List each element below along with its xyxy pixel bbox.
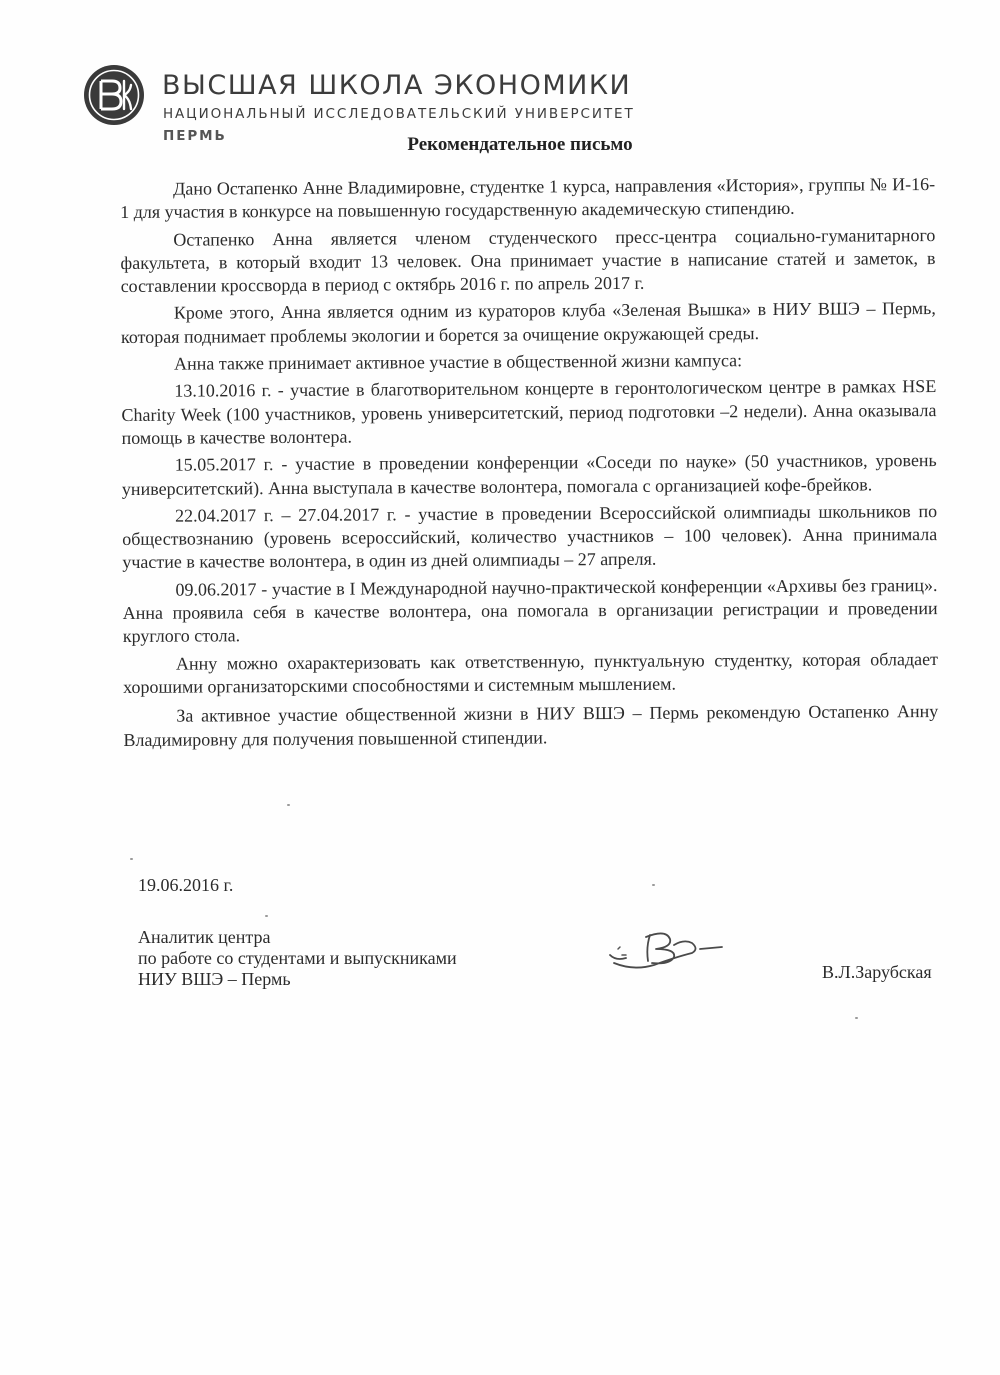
position-line: НИУ ВШЭ – Пермь [138, 969, 291, 989]
signer-name: В.Л.Зарубская [822, 962, 932, 982]
scan-speck [855, 1017, 858, 1019]
org-city: ПЕРМЬ [163, 128, 227, 144]
hse-logo-icon [83, 64, 145, 126]
scan-speck [130, 858, 133, 860]
letter-date: 19.06.2016 г. [138, 875, 234, 895]
paragraph: 15.05.2017 г. - участие в проведении конференции «Соседи по науке» (50 участников, уровень университетский). Анна выступала в качестве волонтера, помогала с организацией кофе-брейков. [121, 450, 937, 499]
paragraph: За активное участие общественной жизни в НИУ ВШЭ – Пермь рекомендую Остапенко Анну Владимировну для получения повышенной стипендии. [123, 701, 939, 750]
paragraph: 22.04.2017 г. – 27.04.2017 г. - участие в проведении Всероссийской олимпиады школьников по обществознанию (уровень всероссийский, количество участников – 100 человек). Анна принимала участие в качестве волонтера, в один из дней олимпиады – 27 апреля. [122, 500, 938, 573]
scan-speck [652, 884, 655, 886]
document-title: Рекомендательное письмо [407, 134, 633, 155]
paragraph: Анна также принимает активное участие в общественной жизни кампуса: [174, 350, 743, 374]
handwritten-signature-icon [604, 925, 729, 975]
letter-body [120, 173, 939, 756]
org-name: ВЫСШАЯ ШКОЛА ЭКОНОМИКИ [162, 70, 632, 101]
org-subtitle: НАЦИОНАЛЬНЫЙ ИССЛЕДОВАТЕЛЬСКИЙ УНИВЕРСИТЕТ [163, 106, 635, 122]
scan-speck [265, 915, 268, 917]
paragraph: 13.10.2016 г. - участие в благотворительном концерте в геронтологическом центре в рамках HSE Charity Week (100 участников, уровень университетский, период подготовки –2 недели). Анна оказывала помощь в качестве волонтера. [121, 376, 937, 448]
scan-speck [287, 804, 290, 806]
signatory-position [138, 927, 457, 990]
paragraph: Остапенко Анна является членом студенческого пресс-центра социально-гуманитарного факультета, в который входит 13 человек. Она принимает участие в написание статей и заметок, в составлении кроссворда в период с октябрь 2016 г. по апрель 2017 г. [120, 224, 936, 297]
position-line: по работе со студентами и выпускниками [138, 948, 457, 968]
paragraph: Дано Остапенко Анне Владимировне, студентке 1 курса, направления «История», группы № И-16-1 для участия в конкурсе на повышенную государственную академическую стипендию. [120, 174, 936, 223]
paragraph: Кроме этого, Анна является одним из кураторов клуба «Зеленая Вышка» в НИУ ВШЭ – Пермь, которая поднимает проблемы экологии и борется за очищение окружающей среды. [120, 298, 936, 347]
paragraph: Анну можно охарактеризовать как ответственную, пунктуальную студентку, которая обладает хорошими организаторскими способностями и системным мышлением. [123, 648, 939, 697]
paragraph: 09.06.2017 - участие в I Международной научно-практической конференции «Архивы без границ». Анна проявила себя в качестве волонтера, она помогала в организации регистрации и проведении круглого стола. [122, 574, 938, 647]
position-line: Аналитик центра [138, 927, 271, 947]
